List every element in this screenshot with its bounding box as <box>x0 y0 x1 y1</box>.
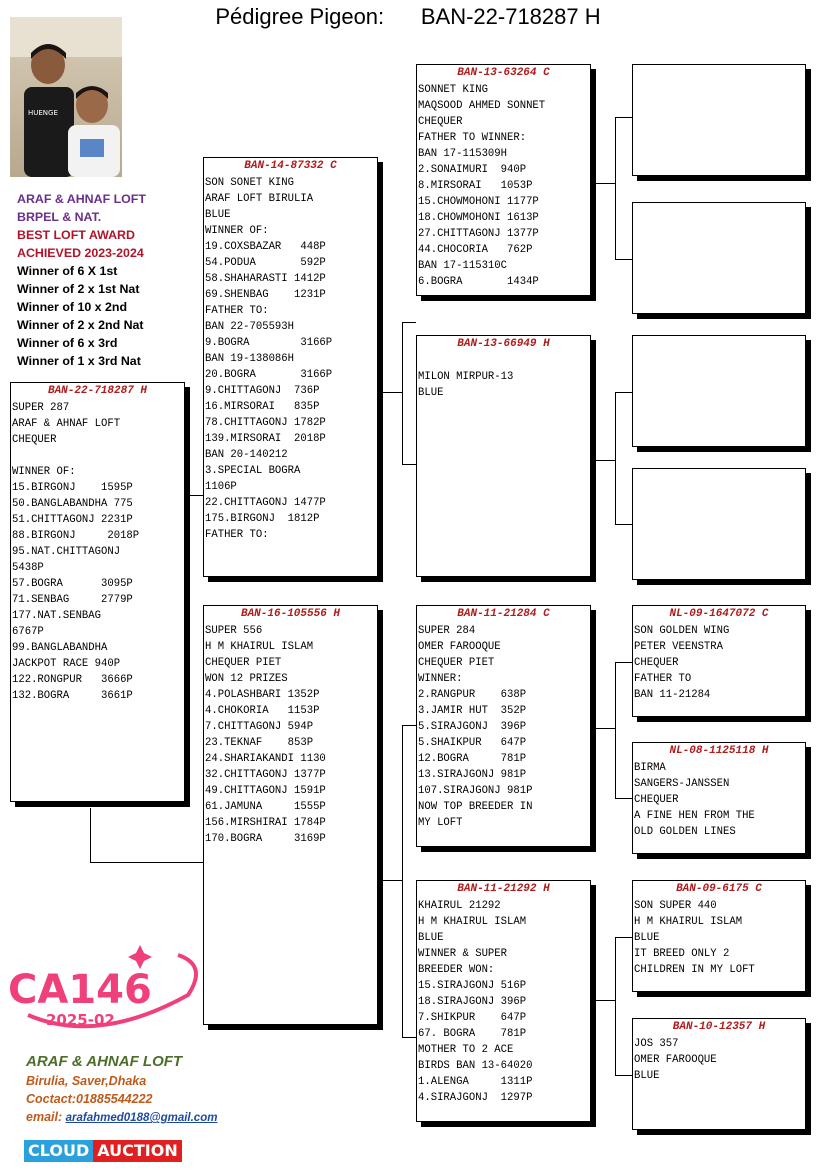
loft-line: Winner of 2 x 1st Nat <box>17 282 140 296</box>
card-line: 4.SIRAJGONJ 1297P <box>418 1092 533 1104</box>
card-line: BAN 17-115310C <box>418 260 508 272</box>
card-line: 88.BIRGONJ 2018P <box>12 530 140 542</box>
loft-line: ACHIEVED 2023-2024 <box>17 246 144 260</box>
card-line: 44.CHOCORIA 762P <box>418 244 533 256</box>
card-line: BLUE <box>634 1070 660 1082</box>
card-line: 23.TEKNAF 853P <box>205 737 314 749</box>
connector <box>615 117 633 118</box>
auction-logo <box>8 945 208 1040</box>
card-line: 15.BIRGONJ 1595P <box>12 482 133 494</box>
sparkle-icon <box>128 945 152 969</box>
card-line: 15.SIRAJGONJ 516P <box>418 980 527 992</box>
card-line: 78.CHITTAGONJ 1782P <box>205 417 326 429</box>
card-line: BAN 19-138086H <box>205 353 295 365</box>
card-line: MOTHER TO 2 ACE <box>418 1044 514 1056</box>
card-line: OMER FAROOQUE <box>418 641 501 653</box>
pedigree-card-dam-sire-sire <box>632 605 806 717</box>
connector <box>615 662 616 798</box>
card-line: CHEQUER <box>418 116 463 128</box>
card-line <box>12 448 184 464</box>
card-line: JOS 357 <box>634 1038 679 1050</box>
card-text <box>417 621 590 831</box>
loft-line: BEST LOFT AWARD <box>17 228 135 242</box>
card-line: NOW TOP BREEDER IN <box>418 801 533 813</box>
connector <box>615 117 616 259</box>
card-line <box>418 353 590 369</box>
connector <box>402 464 416 465</box>
card-line: SON SONET KING <box>205 177 295 189</box>
card-line: BIRDS BAN 13-64020 <box>418 1060 533 1072</box>
card-line: SUPER 284 <box>418 625 476 637</box>
title-ring: BAN-22-718287 H <box>420 4 601 29</box>
card-line: BIRMA <box>634 762 666 774</box>
ring-number: BAN-16-105556 H <box>240 608 341 620</box>
card-line: BAN 17-115309H <box>418 148 508 160</box>
card-line: 67. BOGRA 781P <box>418 1028 527 1040</box>
card-text <box>417 896 590 1106</box>
email-label: email: <box>26 1110 66 1124</box>
connector <box>90 808 91 862</box>
card-line: WINNER: <box>418 673 463 685</box>
card-line: 18.CHOWMOHONI 1613P <box>418 212 539 224</box>
card-line: H M KHAIRUL ISLAM <box>418 916 527 928</box>
pedigree-card-dam-dam <box>416 880 591 1122</box>
ring-number: BAN-11-21284 C <box>457 608 550 620</box>
card-line: CHEQUER PIET <box>418 657 495 669</box>
card-line: 175.BIRGONJ 1812P <box>205 513 320 525</box>
loft-line: Winner of 10 x 2nd <box>17 300 128 314</box>
ring-number: BAN-14-87332 C <box>244 160 337 172</box>
card-line: FATHER TO: <box>205 529 269 541</box>
card-line: 12.BOGRA 781P <box>418 753 527 765</box>
loft-line: ARAF & AHNAF LOFT <box>17 192 146 206</box>
card-line: 1106P <box>205 481 237 493</box>
loft-location: Birulia, Saver,Dhaka <box>26 1074 147 1088</box>
card-line: 19.COXSBAZAR 448P <box>205 241 326 253</box>
connector <box>615 524 633 525</box>
pedigree-card-dam-dam-dam <box>632 1018 806 1130</box>
pedigree-card-empty <box>632 335 806 447</box>
card-line: 170.BOGRA 3169P <box>205 833 326 845</box>
card-line: 18.SIRAJGONJ 396P <box>418 996 527 1008</box>
card-line: 139.MIRSORAI 2018P <box>205 433 326 445</box>
pedigree-card-empty <box>632 468 806 580</box>
card-line: IT BREED ONLY 2 <box>634 948 730 960</box>
connector <box>596 1000 615 1001</box>
connector <box>615 1075 633 1076</box>
card-line: MY LOFT <box>418 817 463 829</box>
card-text <box>633 758 805 840</box>
card-line: BREEDER WON: <box>418 964 495 976</box>
pedigree-card-empty <box>632 64 806 176</box>
contact-block <box>26 1052 217 1127</box>
card-line: CHEQUER <box>12 434 57 446</box>
connector <box>596 460 615 461</box>
card-line: 6.BOGRA 1434P <box>418 276 539 288</box>
connector <box>90 862 203 863</box>
card-line: BLUE <box>205 209 231 221</box>
card-line: 50.BANGLABANDHA 775 <box>12 498 133 510</box>
card-line: 69.SHENBAG 1231P <box>205 289 326 301</box>
ring-number: BAN-13-63264 C <box>457 67 550 79</box>
card-line: 6767P <box>12 626 44 638</box>
card-line: BAN 11-21284 <box>634 689 711 701</box>
card-line: 58.SHAHARASTI 1412P <box>205 273 326 285</box>
card-text <box>417 80 590 290</box>
card-line: SANGERS-JANSSEN <box>634 778 730 790</box>
ring-number: BAN-22-718287 H <box>47 385 148 397</box>
connector <box>615 392 633 393</box>
card-line: 9.CHITTAGONJ 736P <box>205 385 320 397</box>
card-line: FATHER TO <box>634 673 692 685</box>
logo-subtext: 2025-02 <box>46 1011 115 1029</box>
card-line: A FINE HEN FROM THE <box>634 810 755 822</box>
card-line: 71.SENBAG 2779P <box>12 594 133 606</box>
pedigree-card-empty <box>632 202 806 314</box>
loft-line: Winner of 2 x 2nd Nat <box>17 318 144 332</box>
card-line: 107.SIRAJGONJ 981P <box>418 785 533 797</box>
card-line: 5438P <box>12 562 44 574</box>
connector <box>402 322 416 323</box>
card-line: 2.RANGPUR 638P <box>418 689 527 701</box>
connector <box>402 725 403 1037</box>
card-line: 3.SPECIAL BOGRA <box>205 465 301 477</box>
card-line: 7.SHIKPUR 647P <box>418 1012 527 1024</box>
card-line: BLUE <box>418 932 444 944</box>
auction-logo-graphic <box>8 945 208 1040</box>
connector <box>615 798 633 799</box>
card-line: 5.SIRAJGONJ 396P <box>418 721 527 733</box>
card-line: 1.ALENGA 1311P <box>418 1076 533 1088</box>
card-line: 156.MIRSHIRAI 1784P <box>205 817 326 829</box>
loft-line: BRPEL & NAT. <box>17 210 102 224</box>
card-line: WINNER OF: <box>12 466 76 478</box>
connector <box>383 392 402 393</box>
loft-awards <box>17 190 146 370</box>
card-line: 3.JAMIR HUT 352P <box>418 705 527 717</box>
card-line: 57.BOGRA 3095P <box>12 578 133 590</box>
card-line: ARAF LOFT BIRULIA <box>205 193 314 205</box>
card-text <box>204 621 377 847</box>
loft-line: Winner of 6 X 1st <box>17 264 118 278</box>
card-line: CHEQUER <box>634 657 679 669</box>
card-line: SON GOLDEN WING <box>634 625 730 637</box>
card-line: WINNER & SUPER <box>418 948 508 960</box>
card-line: OLD GOLDEN LINES <box>634 826 736 838</box>
card-line: 132.BOGRA 3661P <box>12 690 133 702</box>
card-line: 22.CHITTAGONJ 1477P <box>205 497 326 509</box>
card-line: SON SUPER 440 <box>634 900 717 912</box>
card-line: CHEQUER PIET <box>205 657 282 669</box>
loft-line: Winner of 6 x 3rd <box>17 336 118 350</box>
card-line: BAN 22-705593H <box>205 321 295 333</box>
connector <box>615 392 616 524</box>
card-text <box>633 896 805 978</box>
card-line: 7.CHITTAGONJ 594P <box>205 721 314 733</box>
card-line: 24.SHARIAKANDI 1130 <box>205 753 326 765</box>
photo-image <box>10 17 122 177</box>
card-line: 49.CHITTAGONJ 1591P <box>205 785 326 797</box>
card-line: SUPER 556 <box>205 625 263 637</box>
pedigree-card-dam-sire <box>416 605 591 847</box>
connector <box>383 880 402 881</box>
pedigree-card-sire-dam <box>416 335 591 577</box>
connector <box>615 662 633 663</box>
card-line: ARAF & AHNAF LOFT <box>12 418 121 430</box>
card-line: MILON MIRPUR-13 <box>418 371 514 383</box>
pedigree-card-sire-sire <box>416 64 591 296</box>
card-line: H M KHAIRUL ISLAM <box>205 641 314 653</box>
pedigree-card-dam-sire-dam <box>632 742 806 854</box>
connector <box>402 1037 416 1038</box>
ring-number: NL-09-1647072 C <box>669 608 769 620</box>
page-title <box>0 4 816 30</box>
card-line: 27.CHITTAGONJ 1377P <box>418 228 539 240</box>
card-line: 32.CHITTAGONJ 1377P <box>205 769 326 781</box>
connector <box>615 937 633 938</box>
brand-part-1: CLOUD <box>24 1140 93 1162</box>
brand-part-2: AUCTION <box>93 1140 181 1162</box>
email-link[interactable]: arafahmed0188@gmail.com <box>65 1112 218 1124</box>
card-line: SUPER 287 <box>12 402 70 414</box>
card-line: WINNER OF: <box>205 225 269 237</box>
card-line: H M KHAIRUL ISLAM <box>634 916 743 928</box>
ring-number: BAN-13-66949 H <box>457 338 550 350</box>
connector <box>185 495 203 496</box>
card-line: CHILDREN IN MY LOFT <box>634 964 755 976</box>
card-line: OMER FAROOQUE <box>634 1054 717 1066</box>
connector <box>402 725 416 726</box>
card-line: 9.BOGRA 3166P <box>205 337 333 349</box>
card-line: 95.NAT.CHITTAGONJ <box>12 546 121 558</box>
card-line: MAQSOOD AHMED SONNET <box>418 100 546 112</box>
svg-text:HUENGE: HUENGE <box>28 109 58 117</box>
card-line: JACKPOT RACE 940P <box>12 658 121 670</box>
logo-text: CA146 <box>8 967 152 1013</box>
card-text <box>633 621 805 703</box>
card-line: FATHER TO WINNER: <box>418 132 527 144</box>
card-line: 51.CHITTAGONJ 2231P <box>12 514 133 526</box>
pedigree-card-sire <box>203 157 378 577</box>
loft-contact: Coctact:01885544222 <box>26 1092 153 1106</box>
title-label: Pédigree Pigeon: <box>215 4 385 29</box>
card-line: 61.JAMUNA 1555P <box>205 801 326 813</box>
card-line: 4.POLASHBARI 1352P <box>205 689 320 701</box>
card-line: 5.SHAIKPUR 647P <box>418 737 527 749</box>
card-line: 8.MIRSORAI 1053P <box>418 180 533 192</box>
pedigree-card-main <box>10 382 185 802</box>
card-text <box>633 1034 805 1084</box>
card-line: 4.CHOKORIA 1153P <box>205 705 320 717</box>
pedigree-card-dam-dam-sire <box>632 880 806 992</box>
card-line: CHEQUER <box>634 794 679 806</box>
card-text <box>417 351 590 401</box>
ring-number: NL-08-1125118 H <box>669 745 769 757</box>
card-text <box>204 173 377 543</box>
card-line: FATHER TO: <box>205 305 269 317</box>
card-line: PETER VEENSTRA <box>634 641 724 653</box>
loft-line: Winner of 1 x 3rd Nat <box>17 354 141 368</box>
card-line: 16.MIRSORAI 835P <box>205 401 320 413</box>
card-line: BLUE <box>418 387 444 399</box>
card-line: 15.CHOWMOHONI 1177P <box>418 196 539 208</box>
connector <box>402 322 403 464</box>
card-line: 177.NAT.SENBAG <box>12 610 102 622</box>
connector <box>615 937 616 1075</box>
card-text <box>11 398 184 704</box>
ring-number: BAN-10-12357 H <box>672 1021 766 1033</box>
card-line: 20.BOGRA 3166P <box>205 369 333 381</box>
connector <box>596 728 615 729</box>
card-line: KHAIRUL 21292 <box>418 900 501 912</box>
loft-email <box>26 1108 217 1127</box>
card-line: 13.SIRAJGONJ 981P <box>418 769 527 781</box>
card-line: BLUE <box>634 932 660 944</box>
ring-number: BAN-11-21292 H <box>457 883 550 895</box>
card-line: 99.BANGLABANDHA <box>12 642 108 654</box>
cloud-auction-logo <box>24 1140 182 1162</box>
card-line: SONNET KING <box>418 84 488 96</box>
connector <box>596 183 615 184</box>
ring-number: BAN-09-6175 C <box>676 883 762 895</box>
card-line: BAN 20-140212 <box>205 449 288 461</box>
loft-name: ARAF & AHNAF LOFT <box>26 1053 183 1070</box>
card-line: 54.PODUA 592P <box>205 257 326 269</box>
card-line: 2.SONAIMURI 940P <box>418 164 527 176</box>
children-photo <box>10 17 122 177</box>
card-line: 122.RONGPUR 3666P <box>12 674 133 686</box>
connector <box>615 259 633 260</box>
card-line: WON 12 PRIZES <box>205 673 288 685</box>
pedigree-card-dam <box>203 605 378 1025</box>
